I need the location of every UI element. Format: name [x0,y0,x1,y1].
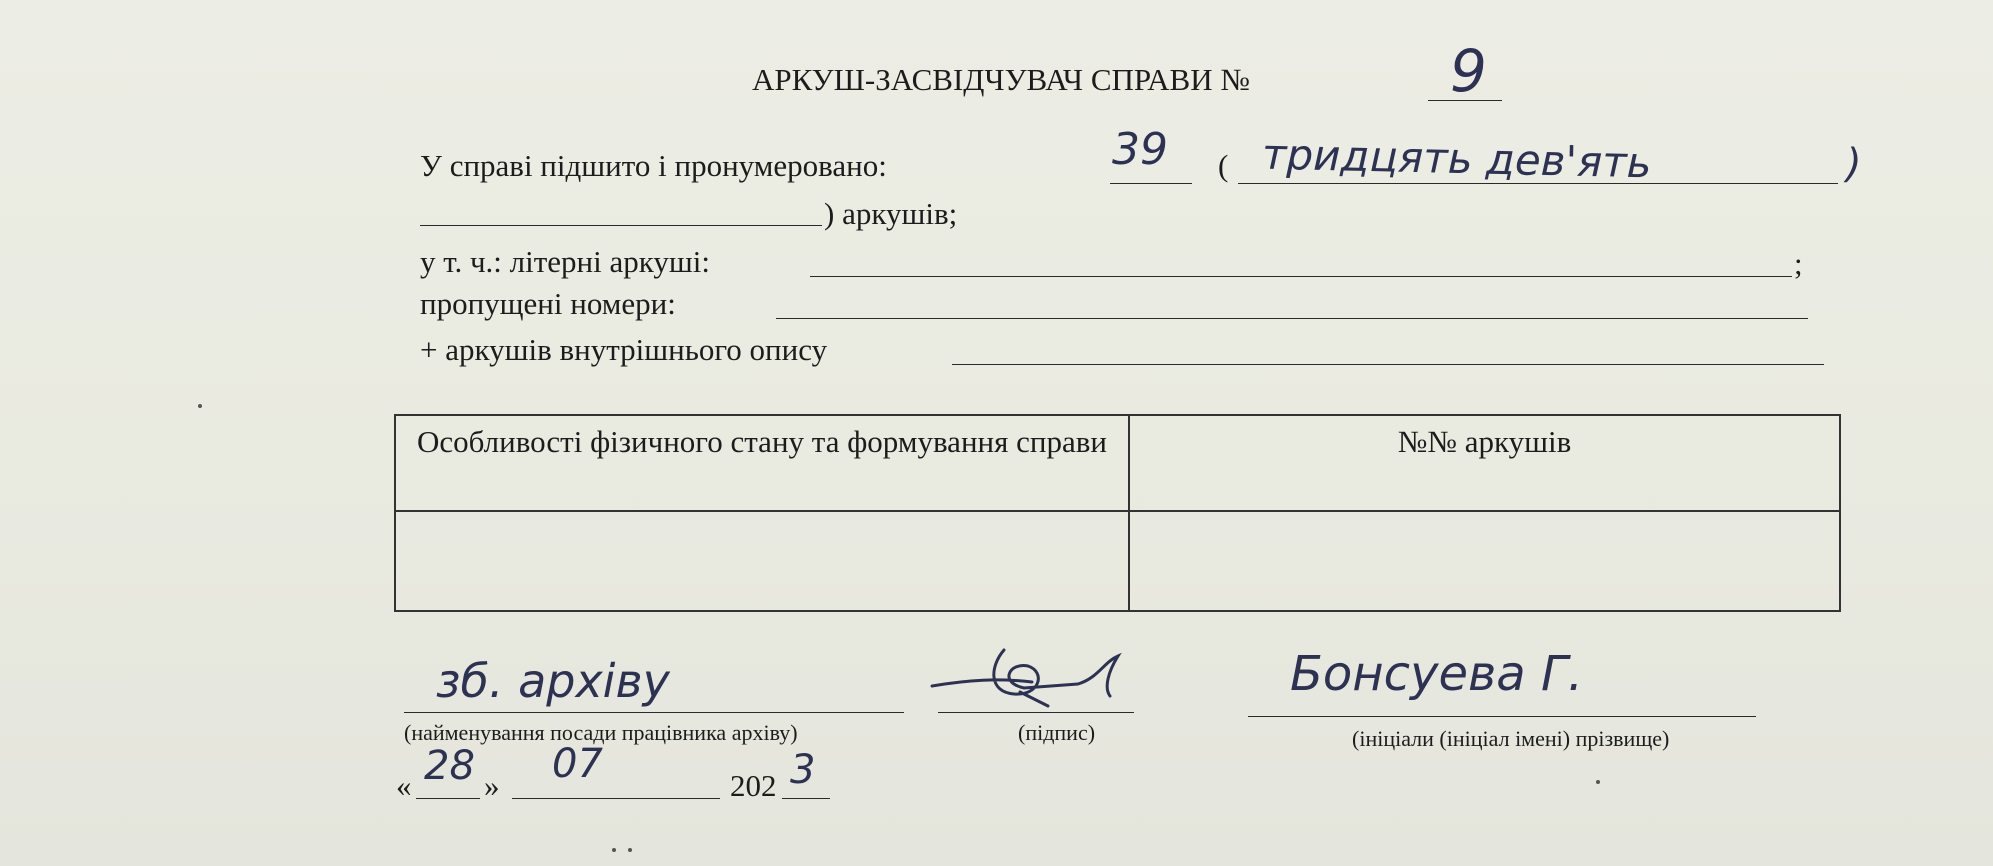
signature-mark [928,622,1168,718]
table-header-sheet-numbers: №№ аркушів [1129,415,1840,511]
date-year-prefix: 202 [730,768,777,803]
case-number: 9 [1450,37,1487,105]
position-handwritten: зб. архіву [436,654,670,708]
pages-count-words: тридцять дев'ять [1261,129,1653,188]
pages-words-continuation-line [420,225,822,226]
missing-numbers-line [776,318,1808,319]
date-month: 07 [552,741,603,787]
date-open-quote: « [396,768,412,803]
pages-count-digits: 39 [1112,124,1168,175]
name-caption: (ініціали (ініціал імені) прізвище) [1352,726,1670,751]
name-handwritten: Бонсуева Г. [1290,646,1583,702]
letter-sheets-line [810,276,1792,277]
position-line [404,712,904,713]
paper-speck [1596,780,1600,784]
paper-speck [198,404,202,408]
close-paren-hand: ) [1846,141,1862,187]
physical-state-table [394,414,1841,612]
sheets-suffix: ) аркушів; [824,196,958,231]
table-header-row [395,415,1840,511]
pages-digits-line [1110,183,1192,184]
date-day-line [416,798,480,799]
pages-count-label: У справі підшито і пронумеровано: [420,148,887,183]
missing-numbers-label: пропущені номери: [420,286,676,321]
paper-speck [612,848,616,852]
document-title: АРКУШ-ЗАСВІДЧУВАЧ СПРАВИ № [752,62,1250,97]
date-month-line [512,798,720,799]
signature-line [938,712,1134,713]
table-header-condition: Особливості фізичного стану та формування справи [395,415,1129,511]
open-paren: ( [1218,148,1229,183]
letter-sheets-end: ; [1794,246,1803,281]
name-line [1248,716,1756,717]
inner-inventory-line [952,364,1824,365]
table-cell-sheet-numbers [1129,511,1840,611]
letter-sheets-label: у т. ч.: літерні аркуші: [420,244,710,279]
signature-caption: (підпис) [1018,720,1096,745]
table-cell-condition [395,511,1129,611]
date-close-quote: » [484,768,500,803]
date-year-line [782,798,830,799]
position-caption: (найменування посади працівника архіву) [404,720,798,745]
table-row [395,511,1840,611]
date-year-suffix: 3 [790,747,816,793]
date-day: 28 [424,743,475,789]
inner-inventory-label: + аркушів внутрішнього опису [420,332,828,367]
paper-speck [628,848,632,852]
